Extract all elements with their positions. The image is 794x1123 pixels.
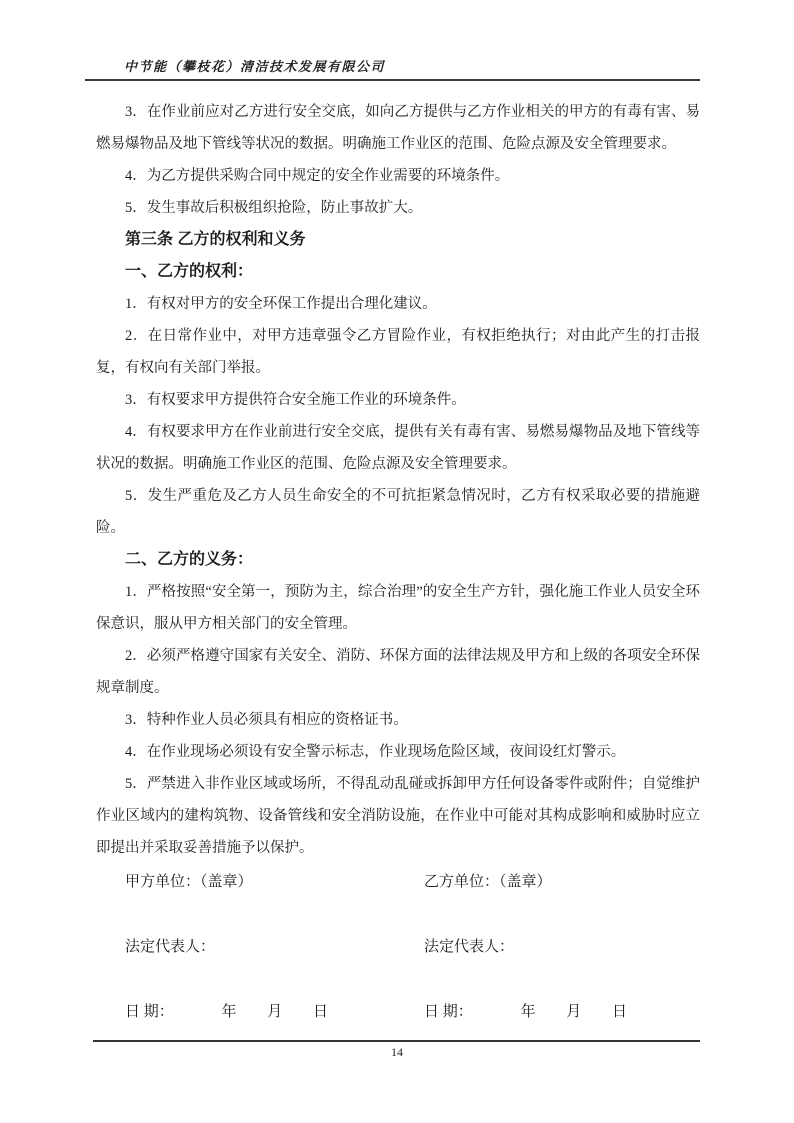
party-a-month-label: 月 xyxy=(267,1004,283,1020)
party-a-day-label: 日 xyxy=(313,1004,329,1020)
section-heading: 第三条 乙方的权利和义务 xyxy=(125,231,306,248)
paragraph: 3．在作业前应对乙方进行安全交底，如向乙方提供与乙方作业相关的甲方的有毒有害、易燃易爆物品及地下管线等状况的数据。明确施工作业区的范围、危险点源及安全管理要求。 xyxy=(96,104,700,152)
party-a-representative-label: 法定代表人： xyxy=(125,939,216,955)
paragraph: 2．必须严格遵守国家有关安全、消防、环保方面的法律法规及甲方和上级的各项安全环保规章制度。 xyxy=(96,648,700,696)
paragraph: 2．在日常作业中，对甲方违章强令乙方冒险作业，有权拒绝执行；对由此产生的打击报复，有权向有关部门举报。 xyxy=(96,328,700,376)
party-b-year-label: 年 xyxy=(520,1004,536,1020)
signature-block xyxy=(125,866,700,1061)
company-name: 中节能（攀枝花）清洁技术发展有限公司 xyxy=(124,59,386,74)
party-b-date-line xyxy=(424,996,700,1028)
party-a-unit-label: 甲方单位：（盖章） xyxy=(125,874,253,890)
paragraph: 4．为乙方提供采购合同中规定的安全作业需要的环境条件。 xyxy=(125,168,510,184)
party-a-date-label: 日 期： xyxy=(125,1004,174,1020)
signature-date-row xyxy=(125,996,700,1028)
paragraph: 3．有权要求甲方提供符合安全施工作业的环境条件。 xyxy=(125,392,466,408)
paragraph: 1．有权对甲方的安全环保工作提出合理化建议。 xyxy=(125,296,437,312)
signature-unit-row xyxy=(125,866,700,898)
party-b-month-label: 月 xyxy=(566,1004,582,1020)
party-a-date-line xyxy=(125,996,424,1028)
party-a-year-label: 年 xyxy=(221,1004,237,1020)
paragraph: 5．发生严重危及乙方人员生命安全的不可抗拒紧急情况时，乙方有权采取必要的措施避险。 xyxy=(96,488,700,536)
party-b-day-label: 日 xyxy=(612,1004,628,1020)
page-footer-rule xyxy=(93,1040,700,1042)
sub-heading: 一、乙方的权利： xyxy=(125,263,254,280)
paragraph: 5．发生事故后积极组织抢险，防止事故扩大。 xyxy=(125,200,423,216)
paragraph: 1．严格按照“安全第一，预防为主，综合治理”的安全生产方针，强化施工作业人员安全环保意识，服从甲方相关部门的安全管理。 xyxy=(96,584,700,632)
page-number: 14 xyxy=(391,1045,403,1059)
paragraph: 3．特种作业人员必须具有相应的资格证书。 xyxy=(125,712,408,728)
party-b-representative-label: 法定代表人： xyxy=(424,939,515,955)
signature-representative-row xyxy=(125,931,700,963)
page-header-rule xyxy=(85,56,700,81)
party-b-unit-label: 乙方单位：（盖章） xyxy=(424,874,552,890)
paragraph: 4．在作业现场必须设有安全警示标志，作业现场危险区域，夜间设红灯警示。 xyxy=(125,744,626,760)
paragraph: 5．严禁进入非作业区域或场所，不得乱动乱碰或拆卸甲方任何设备零件或附件；自觉维护作业区域内的建构筑物、设备管线和安全消防设施，在作业中可能对其构成影响和威胁时应立即提出并采取妥善措施予以保护。 xyxy=(96,776,700,856)
party-b-date-label: 日 期： xyxy=(424,1004,473,1020)
document-body xyxy=(96,96,700,864)
sub-heading: 二、乙方的义务： xyxy=(125,551,254,568)
paragraph: 4．有权要求甲方在作业前进行安全交底，提供有关有毒有害、易燃易爆物品及地下管线等状况的数据。明确施工作业区的范围、危险点源及安全管理要求。 xyxy=(96,424,700,472)
